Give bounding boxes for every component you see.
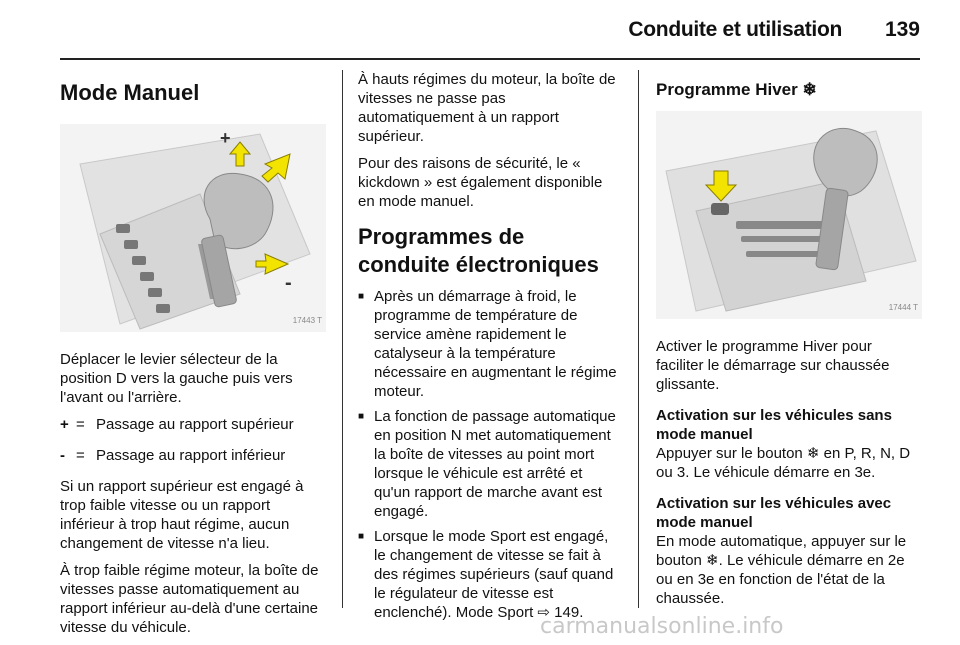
- svg-text:-: -: [285, 272, 292, 294]
- list-item: ■ Après un démarrage à froid, le programme de température de service amène rapidement le catalyseur à la température nécessaire en augmentant le régime moteur.: [358, 287, 622, 401]
- winter-button-figure: [656, 111, 922, 319]
- svg-text:+: +: [220, 128, 231, 148]
- watermark: carmanualsonline.info: [540, 614, 784, 639]
- header-title: Conduite et utilisation: [628, 18, 842, 41]
- definition-symbol: +: [60, 416, 69, 433]
- gear-lever-illustration: [60, 124, 326, 332]
- definition-symbol: -: [60, 447, 65, 464]
- definition-equals: =: [76, 416, 85, 433]
- paragraph: Appuyer sur le bouton ❄ en P, R, N, D ou 3. Le véhicule démarre en 3e.: [656, 445, 911, 481]
- section-heading-manual-mode: Mode Manuel: [60, 80, 200, 105]
- paragraph: Si un rapport supérieur est engagé à trop faible vitesse ou un rapport inférieur à trop haut régime, aucun changement de vitesse n'a lieu.: [60, 478, 304, 552]
- gear-lever-figure: [60, 124, 326, 332]
- column-1: [60, 70, 328, 645]
- definition-row-downshift: [60, 446, 328, 465]
- column-divider: [342, 70, 343, 608]
- definition-row-upshift: [60, 415, 328, 434]
- list-item: ■ Lorsque le mode Sport est engagé, le changement de vitesse se fait à des régimes supérieurs (sauf quand le régulateur de vitesse est enclenché). Mode Sport ⇨ 149.: [358, 527, 622, 622]
- column-2: [358, 70, 622, 628]
- column-3: [656, 70, 922, 616]
- page-number: 139: [884, 18, 920, 41]
- paragraph: À hauts régimes du moteur, la boîte de vitesses ne passe pas automatiquement à un rapport supérieur.: [358, 71, 616, 145]
- list-item: ■ La fonction de passage automatique en position N met automatiquement la boîte de vitesses au point mort lorsque le véhicule est arrêté et qu'un rapport de marche avant est engagé.: [358, 407, 622, 521]
- paragraph: À trop faible régime moteur, la boîte de vitesses passe automatiquement au rapport inférieur au-delà d'une certaine vitesse du véhicule.: [60, 562, 319, 636]
- subheading: Activation sur les véhicules sans mode manuel: [656, 407, 892, 443]
- section-heading-winter-program: Programme Hiver ❄: [656, 80, 817, 99]
- figure-number: 17443 T: [292, 316, 322, 325]
- definition-text: Passage au rapport inférieur: [96, 447, 286, 464]
- paragraph: Activer le programme Hiver pour faciliter le démarrage sur chaussée glissante.: [656, 338, 890, 393]
- page-header: [0, 0, 960, 52]
- bullet-list: [358, 287, 622, 622]
- winter-button-illustration: [656, 111, 922, 319]
- paragraph: Pour des raisons de sécurité, le « kickdown » est également disponible en mode manuel.: [358, 155, 603, 210]
- definition-equals: =: [76, 447, 85, 464]
- header-rule: [60, 58, 920, 60]
- definition-text: Passage au rapport supérieur: [96, 416, 294, 433]
- figure-number: 17444 T: [888, 303, 918, 312]
- paragraph: En mode automatique, appuyer sur le bouton ❄. Le véhicule démarre en 2e ou en 3e en fonction de l'état de la chaussée.: [656, 533, 907, 607]
- section-heading-electronic-programs: Programmes de conduite électroniques: [358, 224, 599, 277]
- subheading: Activation sur les véhicules avec mode manuel: [656, 495, 892, 531]
- paragraph: Déplacer le levier sélecteur de la position D vers la gauche puis vers l'avant ou l'arrière.: [60, 351, 293, 406]
- column-divider: [638, 70, 639, 608]
